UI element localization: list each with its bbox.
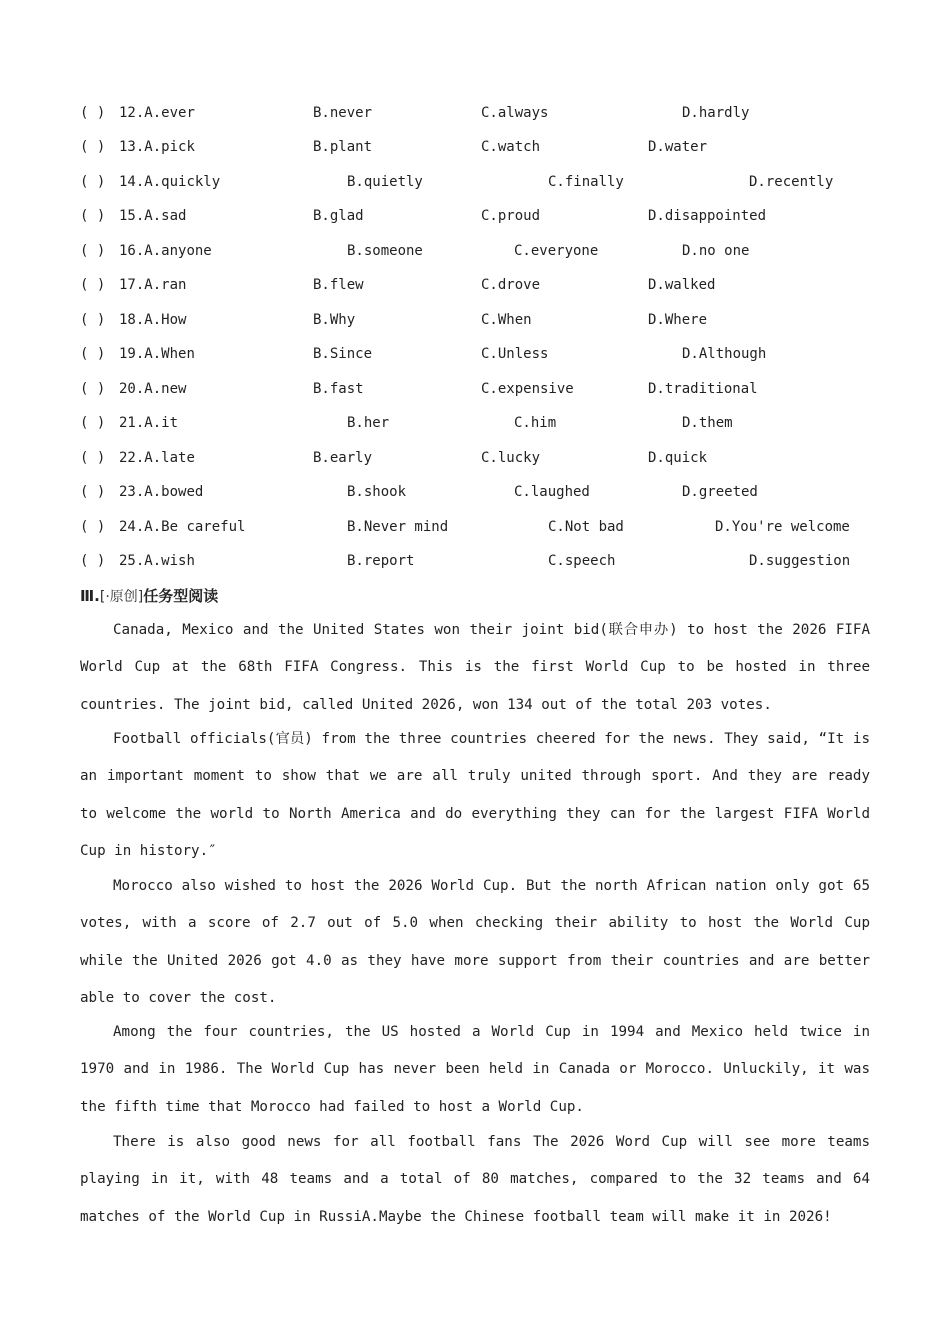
question-number: 12. — [119, 105, 145, 121]
question-option-b: B.glad — [313, 208, 364, 224]
answer-blank[interactable]: ( ) — [80, 553, 106, 569]
passage-paragraph-3: Morocco also wished to host the 2026 World Cup. But the north African nation only got 65 votes, with a score of 2.7 out of 5.0 when checking their ability to host the World Cup while the United 2026 got 4.0 as they have more support from their countries and are better able to cover the cost. — [80, 878, 870, 1007]
answer-blank[interactable]: ( ) — [80, 415, 106, 431]
question-option-b: B.her — [347, 415, 390, 431]
question-option-b: B.plant — [313, 139, 373, 155]
question-option-a — [119, 446, 195, 470]
question-option-d: D.You're welcome — [715, 519, 850, 535]
question-number: 24. — [119, 519, 145, 535]
answer-blank[interactable]: ( ) — [80, 174, 106, 190]
answer-blank[interactable]: ( ) — [80, 519, 106, 535]
question-option-c: C.always — [481, 105, 549, 121]
question-option-c: C.proud — [481, 208, 541, 224]
option-a-text: A.it — [144, 415, 179, 431]
section-numeral: Ⅲ. — [80, 587, 100, 605]
question-number: 13. — [119, 139, 145, 155]
question-option-a — [119, 377, 186, 401]
question-number: 17. — [119, 277, 145, 293]
question-number: 20. — [119, 381, 145, 397]
question-option-b: B.someone — [347, 243, 423, 259]
answer-blank[interactable]: ( ) — [80, 381, 106, 397]
question-option-d: D.disappointed — [648, 208, 767, 224]
question-option-c: C.drove — [481, 277, 541, 293]
question-number: 21. — [119, 415, 145, 431]
question-option-a — [119, 515, 245, 539]
option-a-text: A.wish — [144, 553, 195, 569]
question-number: 15. — [119, 208, 145, 224]
passage-paragraph-2: Football officials(官员) from the three countries cheered for the news. They said, “It is an important moment to show that we are all truly united through sport. And they are ready to welcome the world to North America and do everything they can for the largest FIFA World Cup in history.″ — [80, 731, 870, 860]
option-a-text: A.late — [144, 450, 195, 466]
answer-blank[interactable]: ( ) — [80, 450, 106, 466]
question-option-d: D.Where — [648, 312, 708, 328]
question-option-d: D.greeted — [682, 484, 758, 500]
section-heading — [80, 584, 218, 609]
question-option-a — [119, 480, 203, 504]
option-a-text: A.quickly — [144, 174, 221, 190]
question-option-b: B.early — [313, 450, 373, 466]
answer-blank[interactable]: ( ) — [80, 139, 106, 155]
question-option-c: C.Not bad — [548, 519, 624, 535]
question-number: 19. — [119, 346, 145, 362]
question-number: 14. — [119, 174, 145, 190]
question-option-b: B.shook — [347, 484, 407, 500]
option-a-text: A.anyone — [144, 243, 212, 259]
option-a-text: A.ever — [144, 105, 195, 121]
question-option-d: D.water — [648, 139, 708, 155]
option-a-text: A.When — [144, 346, 195, 362]
question-option-a — [119, 135, 195, 159]
question-number: 18. — [119, 312, 145, 328]
option-a-text: A.How — [144, 312, 187, 328]
question-option-c: C.lucky — [481, 450, 541, 466]
question-option-a — [119, 411, 178, 435]
question-number: 16. — [119, 243, 145, 259]
question-option-b: B.fast — [313, 381, 364, 397]
question-option-a — [119, 273, 186, 297]
question-option-b: B.never — [313, 105, 373, 121]
passage-paragraph-5: There is also good news for all football fans The 2026 Word Cup will see more teams playing in it, with 48 teams and a total of 80 matches, compared to the 32 teams and 64 matches of the World Cup in RussiA.Maybe the Chinese football team will make it in 2026! — [80, 1134, 870, 1225]
section-title: 任务型阅读 — [143, 587, 219, 605]
question-option-c: C.expensive — [481, 381, 574, 397]
answer-blank[interactable]: ( ) — [80, 105, 106, 121]
question-option-c: C.finally — [548, 174, 624, 190]
question-option-a — [119, 170, 220, 194]
question-option-d: D.traditional — [648, 381, 758, 397]
question-option-d: D.suggestion — [749, 553, 851, 569]
question-option-a — [119, 308, 186, 332]
question-option-b: B.Since — [313, 346, 373, 362]
answer-blank[interactable]: ( ) — [80, 346, 106, 362]
question-option-a — [119, 342, 195, 366]
question-option-d: D.recently — [749, 174, 834, 190]
question-option-c: C.Unless — [481, 346, 549, 362]
option-a-text: A.ran — [144, 277, 187, 293]
option-a-text: A.bowed — [144, 484, 204, 500]
question-option-d: D.hardly — [682, 105, 750, 121]
option-a-text: A.Be careful — [144, 519, 246, 535]
passage-paragraph-4: Among the four countries, the US hosted a World Cup in 1994 and Mexico held twice in 1970 and in 1986. The World Cup has never been held in Canada or Morocco. Unluckily, it was the fifth time that Morocco had failed to host a World Cup. — [80, 1024, 870, 1115]
answer-blank[interactable]: ( ) — [80, 312, 106, 328]
question-option-b: B.Never mind — [347, 519, 449, 535]
answer-blank[interactable]: ( ) — [80, 484, 106, 500]
passage-paragraph-1: Canada, Mexico and the United States won their joint bid(联合申办) to host the 2026 FIFA World Cup at the 68th FIFA Congress. This is the first World Cup to be hosted in three countries. The joint bid, called United 2026, won 134 out of the total 203 votes. — [80, 622, 870, 713]
question-number: 22. — [119, 450, 145, 466]
question-option-c: C.everyone — [514, 243, 599, 259]
question-option-d: D.walked — [648, 277, 716, 293]
question-option-a — [119, 101, 195, 125]
question-option-b: B.Why — [313, 312, 356, 328]
question-option-b: B.flew — [313, 277, 364, 293]
question-option-d: D.no one — [682, 243, 750, 259]
question-option-d: D.them — [682, 415, 733, 431]
question-option-d: D.quick — [648, 450, 708, 466]
answer-blank[interactable]: ( ) — [80, 208, 106, 224]
question-option-c: C.him — [514, 415, 557, 431]
question-option-c: C.When — [481, 312, 532, 328]
question-option-d: D.Although — [682, 346, 767, 362]
question-number: 25. — [119, 553, 145, 569]
option-a-text: A.pick — [144, 139, 195, 155]
answer-blank[interactable]: ( ) — [80, 277, 106, 293]
question-number: 23. — [119, 484, 145, 500]
question-option-a — [119, 239, 212, 263]
question-option-c: C.speech — [548, 553, 616, 569]
question-option-c: C.watch — [481, 139, 541, 155]
question-option-b: B.quietly — [347, 174, 423, 190]
question-option-a — [119, 549, 195, 573]
question-option-c: C.laughed — [514, 484, 590, 500]
question-option-b: B.report — [347, 553, 415, 569]
question-option-a — [119, 204, 186, 228]
option-a-text: A.new — [144, 381, 187, 397]
answer-blank[interactable]: ( ) — [80, 243, 106, 259]
option-a-text: A.sad — [144, 208, 187, 224]
section-source-tag: [·原创] — [99, 589, 144, 605]
